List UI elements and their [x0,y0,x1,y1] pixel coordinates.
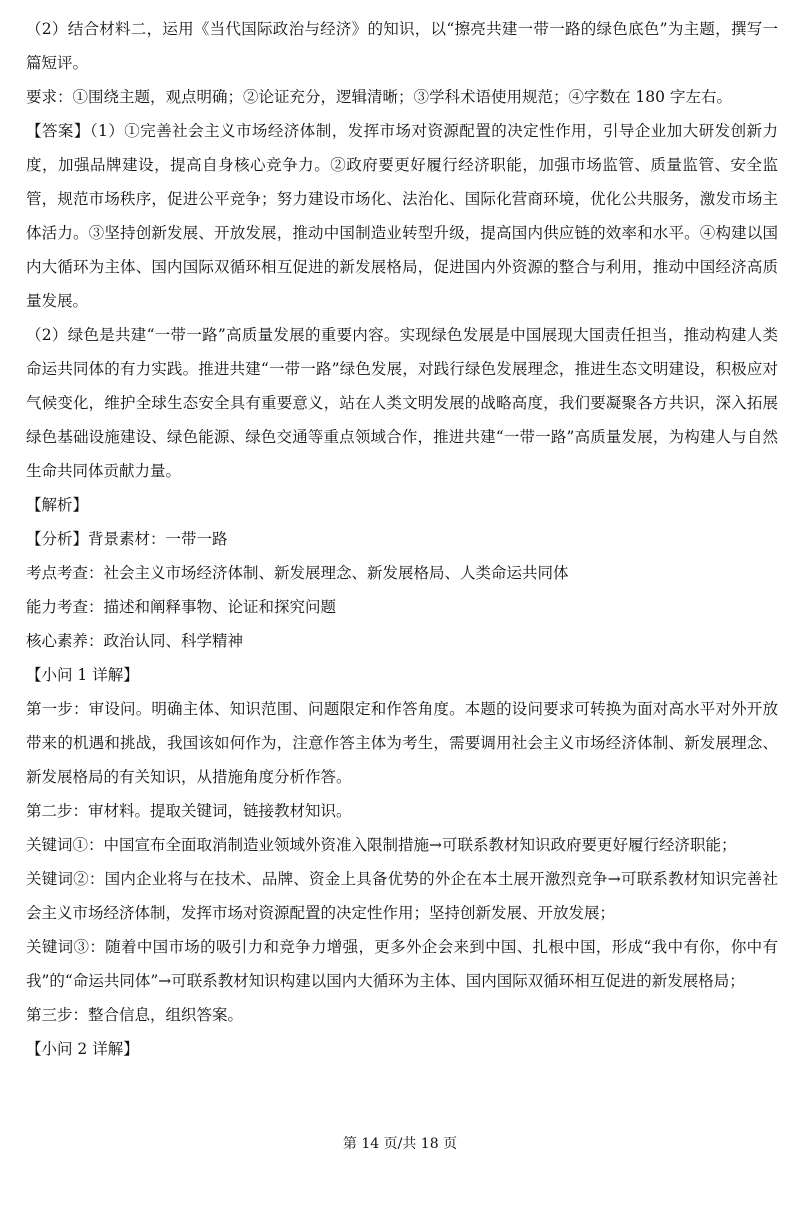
keyword-2: 关键词②：国内企业将与在技术、品牌、资金上具备优势的外企在本土展开激烈竞争→可联系教材知识完善社会主义市场经济体制，发挥市场对资源配置的决定性作用；坚持创新发展、开放发展； [26,870,778,922]
core-literacy: 核心素养：政治认同、科学精神 [26,632,244,650]
page-footer: 第 14 页/共 18 页 [342,1136,458,1152]
subquestion-2-heading: 【小问 2 详解】 [26,1040,139,1058]
subquestion-1-heading: 【小问 1 详解】 [26,666,139,684]
document-page [26,12,778,1066]
ability-points: 能力考查：描述和阐释事物、论证和探究问题 [26,598,337,616]
step-1: 第一步：审设问。明确主体、知识范围、问题限定和作答角度。本题的设问要求可转换为面对高水平对外开放带来的机遇和挑战，我国该如何作为，注意作答主体为考生，需要调用社会主义市场经济体制、新发展理念、新发展格局的有关知识，从措施角度分析作答。 [26,700,778,786]
exam-points: 考点考查：社会主义市场经济体制、新发展理念、新发展格局、人类命运共同体 [26,564,569,582]
background-material: 【分析】背景素材：一带一路 [26,530,228,548]
keyword-1: 关键词①：中国宣布全面取消制造业领域外资准入限制措施→可联系教材知识政府要更好履行经济职能； [26,836,737,854]
answer-part-2: （2）绿色是共建“一带一路”高质量发展的重要内容。实现绿色发展是中国展现大国责任担当，推动构建人类命运共同体的有力实践。推进共建“一带一路”绿色发展，对践行绿色发展理念，推进生态文明建设，积极应对气候变化，维护全球生态安全具有重要意义，站在人类文明发展的战略高度，我们要凝聚各方共识，深入拓展绿色基础设施建设、绿色能源、绿色交通等重点领域合作，推进共建“一带一路”高质量发展，为构建人与自然生命共同体贡献力量。 [26,326,778,480]
answer-part-1: 【答案】（1）①完善社会主义市场经济体制，发挥市场对资源配置的决定性作用，引导企业加大研发创新力度，加强品牌建设，提高自身核心竞争力。②政府要更好履行经济职能，加强市场监管、质量监管、安全监管，规范市场秩序，促进公平竞争；努力建设市场化、法治化、国际化营商环境，优化公共服务，激发市场主体活力。③坚持创新发展、开放发展，推动中国制造业转型升级，提高国内供应链的效率和水平。④构建以国内大循环为主体、国内国际双循环相互促进的新发展格局，促进国内外资源的整合与利用，推动中国经济高质量发展。 [26,122,778,310]
step-3: 第三步：整合信息，组织答案。 [26,1006,244,1024]
analysis-heading: 【解析】 [26,496,89,514]
keyword-3: 关键词③：随着中国市场的吸引力和竞争力增强，更多外企会来到中国、扎根中国，形成“我中有你，你中有我”的“命运共同体”→可联系教材知识构建以国内大循环为主体、国内国际双循环相互促进的新发展格局； [26,938,778,990]
step-2: 第二步：审材料。提取关键词，链接教材知识。 [26,802,352,820]
question-2-prompt: （2）结合材料二，运用《当代国际政治与经济》的知识，以“擦亮共建一带一路的绿色底色”为主题，撰写一篇短评。 [26,20,778,72]
requirements: 要求：①围绕主题，观点明确；②论证充分，逻辑清晰；③学科术语使用规范；④字数在 180 字左右。 [26,88,732,106]
